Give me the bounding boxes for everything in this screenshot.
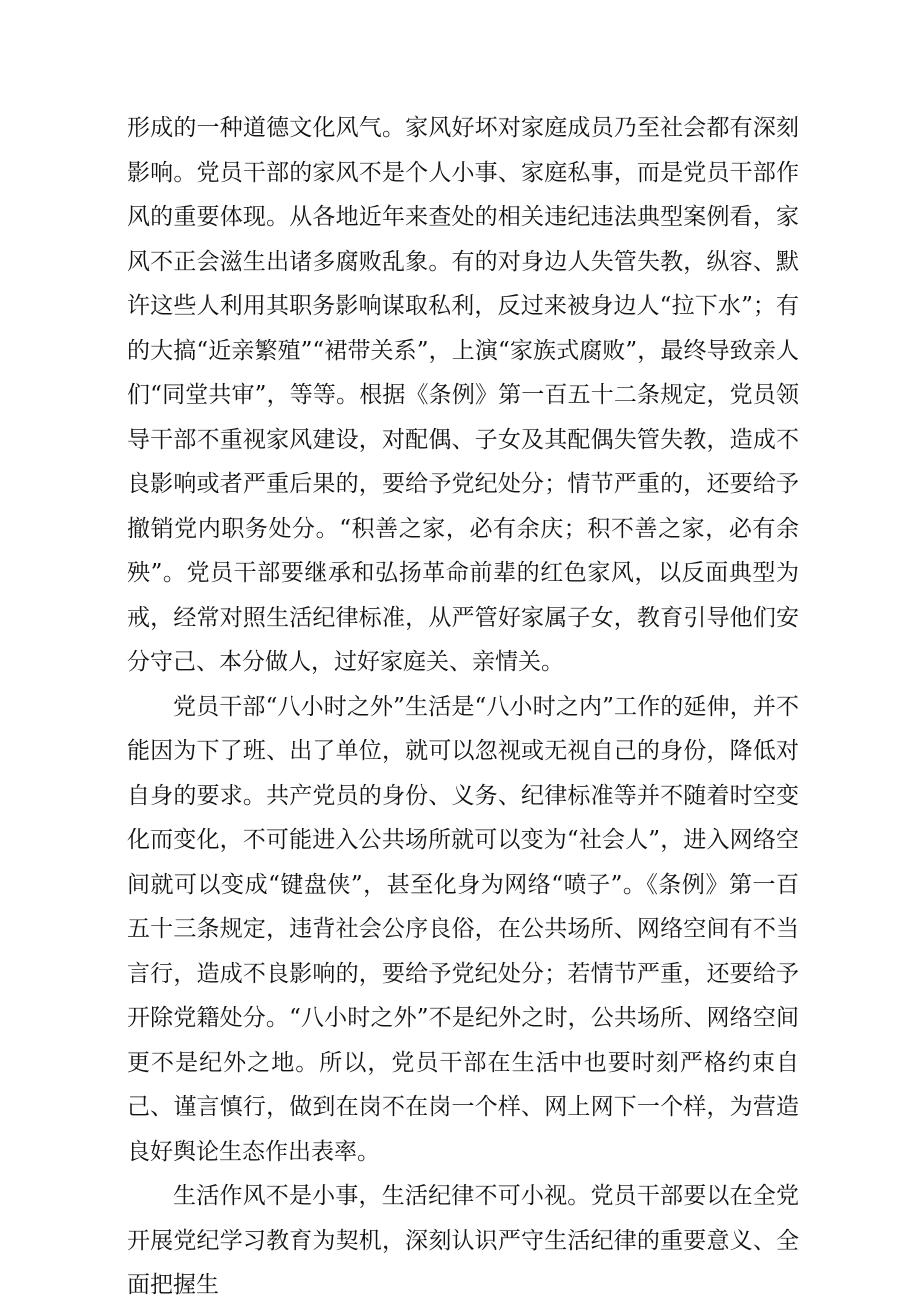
paragraph-after-hours-conduct: 党员干部“八小时之外”生活是“八小时之内”工作的延伸，并不能因为下了班、出了单位，就可以忽视或无视自己的身份，降低对自身的要求。共产党员的身份、义务、纪律标准等并不随着时空变化而变化，不可能进入公共场所就可以变为“社会人”，进入网络空间就可以变成“键盘侠”，甚至化身为网络“喷子”。《条例》第一百五十三条规定，违背社会公序良俗，在公共场所、网络空间有不当言行，造成不良影响的，要给予党纪处分；若情节严重，还要给予开除党籍处分。“八小时之外”不是纪外之时，公共场所、网络空间更不是纪外之地。所以，党员干部在生活中也要时刻严格约束自己、谨言慎行，做到在岗不在岗一个样、网上网下一个样，为营造良好舆论生态作出表率。 <box>127 693 799 1165</box>
document-page <box>127 106 799 1308</box>
paragraph-family-style: 形成的一种道德文化风气。家风好坏对家庭成员乃至社会都有深刻影响。党员干部的家风不是个人小事、家庭私事，而是党员干部作风的重要体现。从各地近年来查处的相关违纪违法典型案例看，家风不正会滋生出诸多腐败乱象。有的对身边人失管失教，纵容、默许这些人利用其职务影响谋取私利，反过来被身边人“拉下水”；有的大搞“近亲繁殖”“裙带关系”，上演“家族式腐败”，最终导致亲人们“同堂共审”，等等。根据《条例》第一百五十二条规定，党员领导干部不重视家风建设，对配偶、子女及其配偶失管失教，造成不良影响或者严重后果的，要给予党纪处分；情节严重的，还要给予撤销党内职务处分。“积善之家，必有余庆；积不善之家，必有余殃”。党员干部要继承和弘扬革命前辈的红色家风，以反面典型为戒，经常对照生活纪律标准，从严管好家属子女，教育引导他们安分守己、本分做人，过好家庭关、亲情关。 <box>127 115 799 675</box>
paragraph-life-discipline: 生活作风不是小事，生活纪律不可小视。党员干部要以在全党开展党纪学习教育为契机，深刻认识严守生活纪律的重要意义、全面把握生 <box>127 1183 799 1298</box>
